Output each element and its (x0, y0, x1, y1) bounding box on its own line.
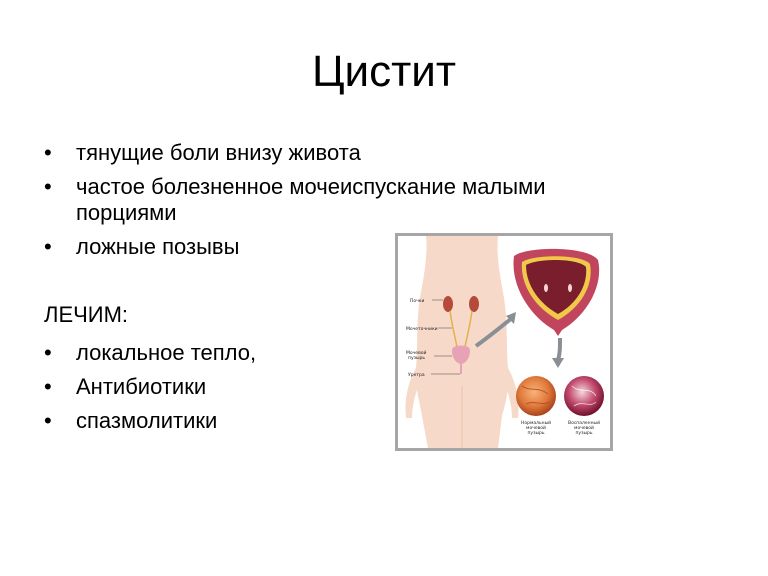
urinary-system-illustration (395, 233, 613, 451)
left-kidney (443, 296, 453, 312)
list-item: • спазмолитики (44, 408, 384, 434)
list-item: • локальное тепло, (44, 340, 384, 366)
inflamed-bladder-photo (564, 376, 604, 416)
caption-normal-3: пузырь (527, 431, 545, 436)
list-item: • ложные позывы (44, 234, 644, 260)
label-ureters: Мочеточники (406, 327, 438, 332)
caption-normal-2: мочевой (526, 426, 546, 431)
list-item: • частое болезненное мочеиспускание малыми порциями (44, 174, 644, 226)
list-item: • Антибиотики (44, 374, 384, 400)
label-bladder-2: пузырь (408, 356, 426, 361)
treatment-list (44, 340, 384, 442)
treatment-heading: ЛЕЧИМ: (44, 302, 129, 327)
caption-inflamed-2: мочевой (574, 426, 594, 431)
caption-inflamed-1: Воспаленный (567, 421, 601, 426)
right-kidney (469, 296, 479, 312)
slide-title: Цистит (311, 47, 456, 96)
body-silhouette (405, 236, 518, 448)
normal-bladder-photo (516, 376, 556, 416)
label-kidneys: Почки (410, 299, 425, 304)
illustration-svg (398, 236, 610, 448)
caption-inflamed-3: пузырь (575, 431, 593, 436)
label-bladder-1: Мочевой (406, 351, 427, 356)
arrow-to-photos (558, 338, 560, 360)
label-urethra: Уретра (408, 373, 425, 378)
list-item: • тянущие боли внизу живота (44, 140, 644, 166)
bladder-cross-section (513, 249, 599, 336)
caption-normal-1: Нормальный (520, 421, 552, 426)
